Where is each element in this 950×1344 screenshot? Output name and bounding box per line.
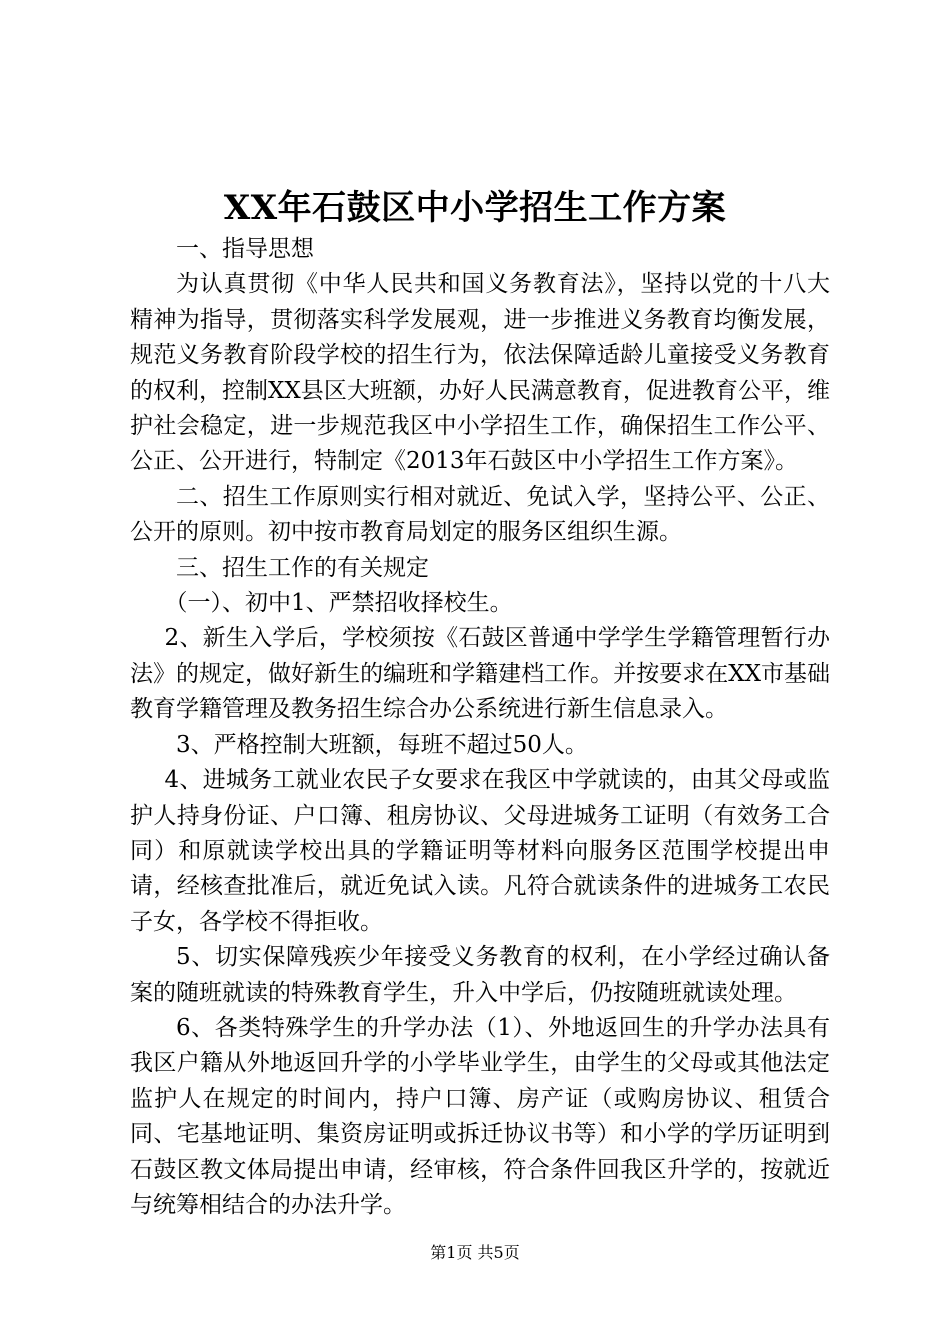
paragraph-item-2: 2、新生入学后，学校须按《石鼓区普通中学学生学籍管理暂行办法》的规定，做好新生的编班和学籍建档工作。并按要求在XX市基础教育学籍管理及教务招生综合办公系统进行新生信息录入。: [130, 625, 830, 723]
paragraph-item-5: 5、切实保障残疾少年接受义务教育的权利，在小学经过确认备案的随班就读的特殊教育学生，升入中学后，仍按随班就读处理。: [130, 944, 830, 1006]
document-title: XX年石鼓区中小学招生工作方案: [223, 188, 727, 228]
page-footer: 第1页 共5页: [430, 1243, 520, 1262]
paragraph-item-3: 3、严格控制大班额，每班不超过50人。: [176, 731, 588, 758]
paragraph-junior-high-item-1: （一）、初中1、严禁招收择校生。: [164, 590, 513, 617]
document-body: [130, 232, 830, 1223]
paragraph-item-4: 4、进城务工就业农民子女要求在我区中学就读的，由其父母或监护人持身份证、户口簿、租房协议、父母进城务工证明（有效务工合同）和原就读学校出具的学籍证明等材料向服务区范围学校提出申请，经核查批准后，就近免试入读。凡符合就读条件的进城务工农民子女，各学校不得拒收。: [130, 767, 830, 935]
paragraph-item-6: 6、各类特殊学生的升学办法（1）、外地返回生的升学办法具有我区户籍从外地返回升学的小学毕业学生，由学生的父母或其他法定监护人在规定的时间内，持户口簿、房产证（或购房协议、租赁合同、宅基地证明、集资房证明或拆迁协议书等）和小学的学历证明到石鼓区教文体局提出申请，经审核，符合条件回我区升学的，按就近与统筹相结合的办法升学。: [130, 1014, 830, 1218]
paragraph-guiding-ideology: 为认真贯彻《中华人民共和国义务教育法》，坚持以党的十八大精神为指导，贯彻落实科学发展观，进一步推进义务教育均衡发展，规范义务教育阶段学校的招生行为，依法保障适龄儿童接受义务教育的权利，控制XX县区大班额，办好人民满意教育，促进教育公平，维护社会稳定，进一步规范我区中小学招生工作，确保招生工作公平、公正、公开进行，特制定《2013年石鼓区中小学招生工作方案》。: [130, 271, 830, 475]
section-heading-guiding-ideology: 一、指导思想: [176, 236, 314, 262]
section-heading-regulations: 三、招生工作的有关规定: [176, 554, 429, 581]
paragraph-enrollment-principles: 二、招生工作原则实行相对就近、免试入学，坚持公平、公正、公开的原则。初中按市教育局划定的服务区组织生源。: [130, 483, 830, 546]
